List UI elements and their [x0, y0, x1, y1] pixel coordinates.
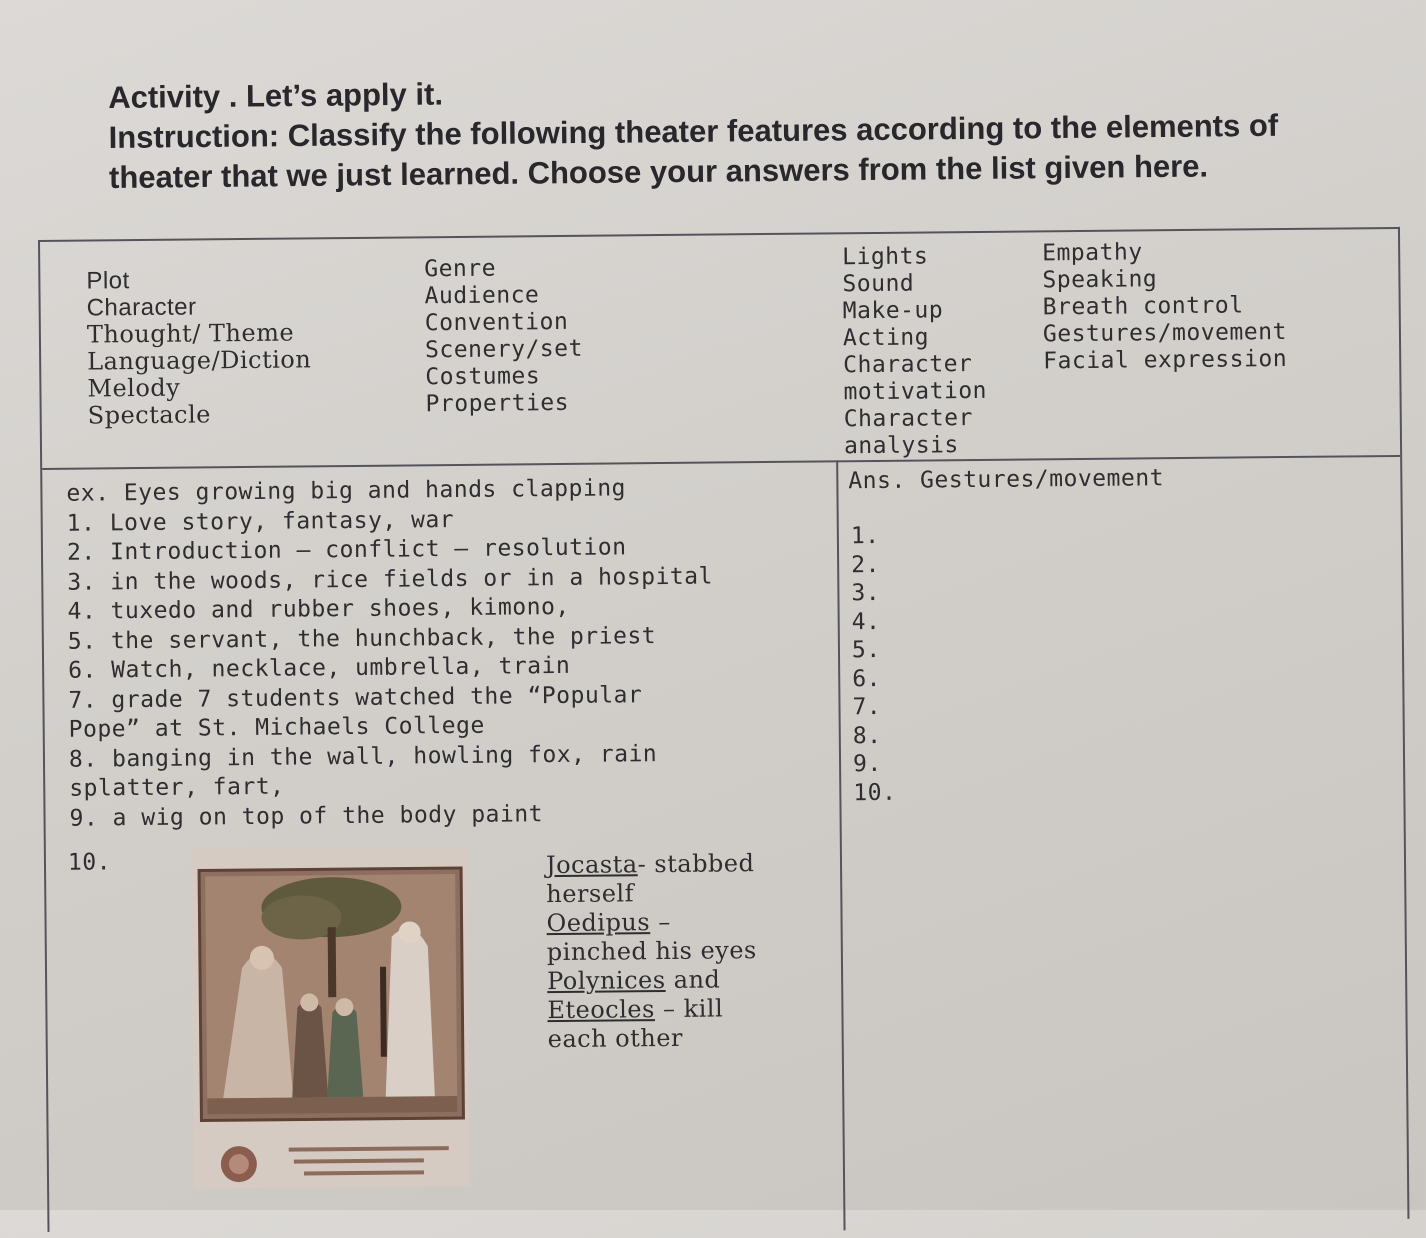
choice-item: Character — [843, 405, 974, 433]
caption-line: Eteocles – kill — [547, 994, 724, 1025]
choices-column-2 — [424, 255, 583, 419]
caption-line: pinched his eyes — [546, 936, 757, 967]
answer-slot[interactable]: 7. — [852, 693, 882, 721]
choice-item: Lights — [842, 243, 929, 271]
list-item: 5. the servant, the hunchback, the priest — [67, 622, 657, 655]
list-item: 2. Introduction – conflict – resolution — [66, 534, 627, 566]
caption-line: Oedipus – — [546, 907, 671, 938]
caption-line: Polynices and — [547, 965, 721, 996]
character-name: Oedipus — [546, 908, 651, 938]
instruction-line-1: Instruction: Classify the following theater features according to the elements of — [108, 107, 1279, 155]
choice-item: Facial expression — [1043, 346, 1288, 375]
list-item: 7. grade 7 students watched the “Popular — [68, 681, 643, 714]
choice-item: Scenery/set — [424, 335, 584, 364]
manuscript-illustration — [191, 846, 470, 1189]
list-item: 9. a wig on top of the body paint — [69, 800, 544, 832]
activity-heading — [108, 64, 1409, 198]
list-item: 8. banging in the wall, howling fox, rain — [68, 740, 658, 773]
list-item: Pope” at St. Michaels College — [68, 712, 485, 743]
choices-column-3 — [842, 243, 988, 460]
example-answer: Ans. Gestures/movement — [848, 465, 1165, 495]
caption-line: each other — [547, 1023, 684, 1054]
choice-item: Make-up — [842, 297, 944, 325]
answer-slot[interactable]: 5. — [851, 636, 881, 664]
choice-item: Genre — [424, 255, 497, 283]
choices-column-1 — [86, 265, 312, 429]
choice-item: Plot — [86, 267, 130, 295]
list-item: 3. in the woods, rice fields or in a hospital — [67, 563, 714, 596]
list-item: 1. Love story, fantasy, war — [66, 506, 455, 537]
choices-divider — [42, 455, 1400, 470]
instruction-line-2: theater that we just learned. Choose your answers from the list given here. — [108, 148, 1209, 195]
answer-slot[interactable]: 1. — [850, 522, 880, 550]
choice-item: Language/Diction — [87, 345, 312, 376]
items-list — [66, 474, 715, 834]
choice-item: Gestures/movement — [1042, 319, 1287, 348]
answer-slot[interactable]: 10. — [853, 779, 897, 806]
choice-item: Spectacle — [87, 400, 212, 430]
choice-item: Acting — [842, 324, 930, 352]
example-item: ex. Eyes growing big and hands clapping — [66, 475, 627, 507]
character-name: Jocasta — [545, 850, 638, 880]
caption-line: herself — [546, 879, 635, 909]
choice-item: Breath control — [1042, 292, 1244, 321]
item-10-number: 10. — [67, 849, 112, 876]
item-10-caption — [546, 849, 758, 1054]
answer-slot[interactable]: 9. — [852, 750, 882, 778]
answer-slot[interactable]: 8. — [852, 722, 882, 749]
answer-slot[interactable]: 3. — [851, 579, 881, 607]
choice-item: Speaking — [1042, 266, 1158, 294]
answer-slots — [851, 522, 897, 807]
answer-slot[interactable]: 6. — [852, 665, 882, 692]
choice-item: Character — [86, 293, 197, 322]
choices-column-4 — [1042, 238, 1287, 375]
list-item: 4. tuxedo and rubber shoes, kimono, — [67, 593, 570, 625]
choice-item: Costumes — [425, 363, 541, 391]
answer-slot[interactable]: 2. — [851, 551, 880, 578]
choice-item: motivation — [843, 377, 988, 406]
list-item: splatter, fart, — [69, 773, 285, 802]
choice-item: Sound — [842, 270, 915, 298]
character-name: Eteocles — [547, 995, 655, 1025]
worksheet-table — [38, 227, 1409, 1232]
activity-title: Activity . Let’s apply it. — [108, 76, 444, 115]
choice-item: Thought/ Theme — [86, 318, 295, 349]
answer-slot[interactable]: 4. — [851, 608, 881, 635]
choice-item: Empathy — [1042, 239, 1143, 267]
choice-item: Melody — [87, 373, 181, 403]
list-item: 6. Watch, necklace, umbrella, train — [68, 652, 571, 684]
choice-item: Character — [843, 351, 973, 379]
answer-column-divider — [836, 460, 845, 1230]
choice-item: analysis — [843, 432, 959, 460]
character-name: Polynices — [547, 966, 666, 996]
figure-standing — [384, 928, 436, 1106]
choice-item: Audience — [424, 282, 540, 310]
caption-line: Jocasta- stabbed — [545, 849, 755, 880]
choice-item: Convention — [424, 308, 569, 337]
choice-item: Properties — [425, 389, 570, 418]
